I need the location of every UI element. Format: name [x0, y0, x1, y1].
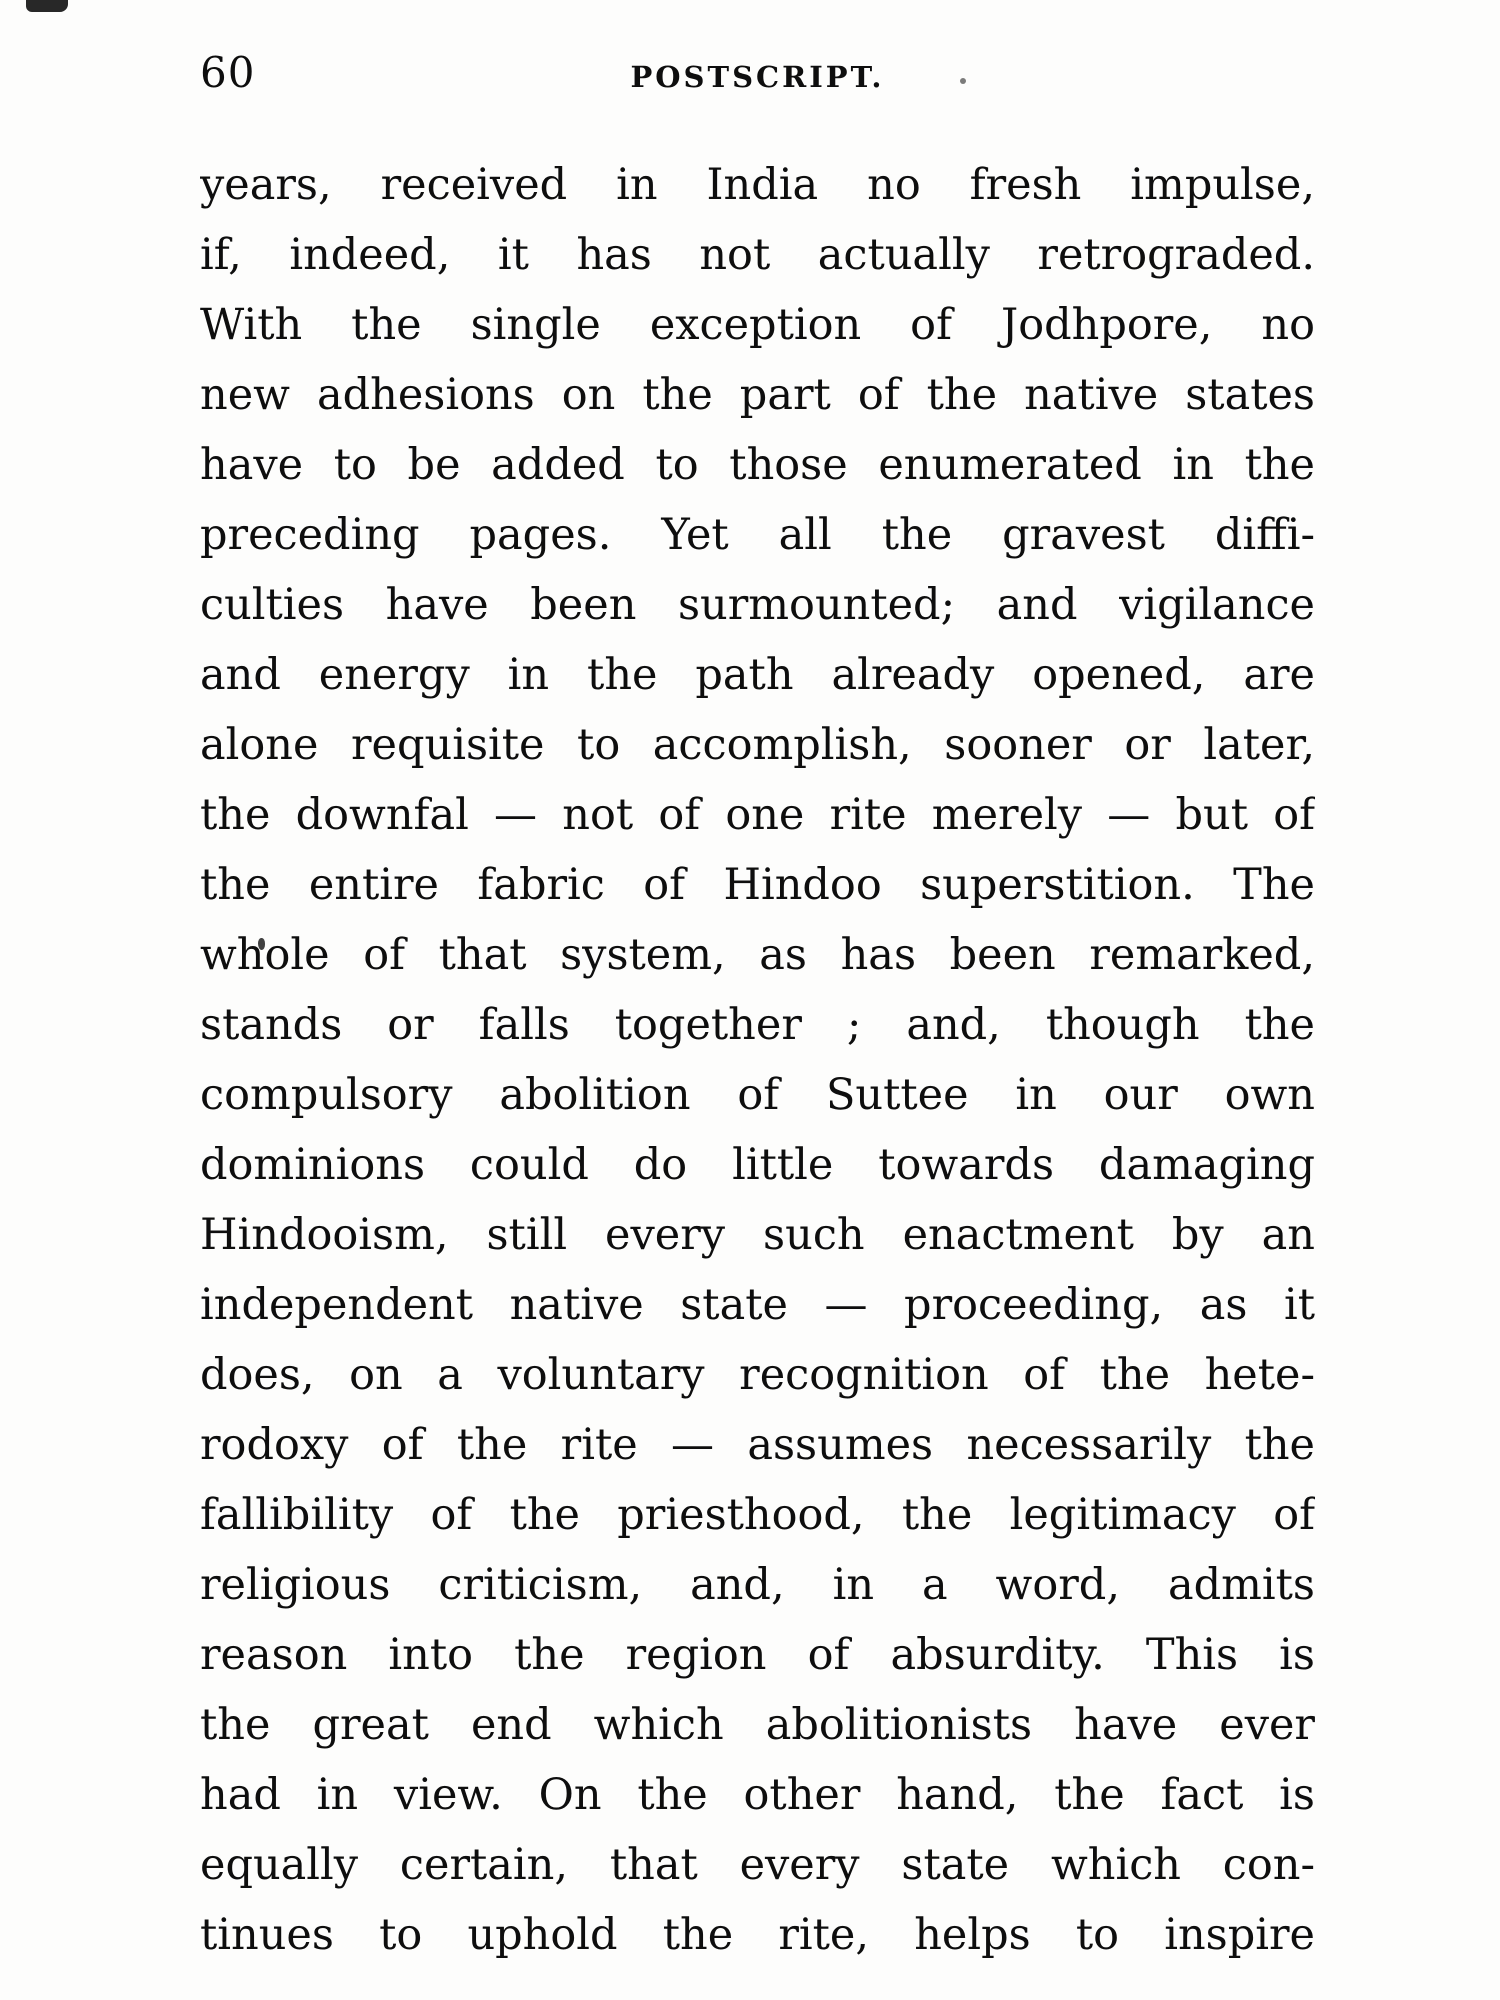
- page-number: 60: [200, 48, 256, 97]
- text-line: stands or falls together ; and, though the: [200, 1000, 1315, 1050]
- text-line: culties have been surmounted; and vigilance: [200, 580, 1315, 630]
- text-line: years, received in India no fresh impulse,: [200, 160, 1315, 210]
- scan-artifact-corner: [26, 0, 68, 12]
- text-line: preceding pages. Yet all the gravest diffi-: [200, 510, 1315, 560]
- text-line: the great end which abolitionists have ever: [200, 1700, 1315, 1750]
- text-line: whole of that system, as has been remarked,: [200, 930, 1315, 980]
- text-line: rodoxy of the rite — assumes necessarily the: [200, 1420, 1315, 1470]
- text-line: does, on a voluntary recognition of the hete-: [200, 1350, 1315, 1400]
- text-line: religious criticism, and, in a word, admits: [200, 1560, 1315, 1610]
- running-header: POSTSCRIPT.: [630, 60, 885, 94]
- text-line: reason into the region of absurdity. This is: [200, 1630, 1315, 1680]
- text-line: equally certain, that every state which con-: [200, 1840, 1315, 1890]
- text-line: alone requisite to accomplish, sooner or later,: [200, 720, 1315, 770]
- text-line: have to be added to those enumerated in the: [200, 440, 1315, 490]
- text-line: had in view. On the other hand, the fact is: [200, 1770, 1315, 1820]
- text-line: if, indeed, it has not actually retrograded.: [200, 230, 1315, 280]
- text-line: fallibility of the priesthood, the legitimacy of: [200, 1490, 1315, 1540]
- text-line: and energy in the path already opened, are: [200, 650, 1315, 700]
- text-line: tinues to uphold the rite, helps to inspire: [200, 1910, 1315, 1960]
- text-line: dominions could do little towards damaging: [200, 1140, 1315, 1190]
- text-line: the entire fabric of Hindoo superstition. The: [200, 860, 1315, 910]
- text-line: With the single exception of Jodhpore, no: [200, 300, 1315, 350]
- text-line: new adhesions on the part of the native states: [200, 370, 1315, 420]
- text-line: the downfal — not of one rite merely — but of: [200, 790, 1315, 840]
- text-line: independent native state — proceeding, as it: [200, 1280, 1315, 1330]
- text-line: Hindooism, still every such enactment by an: [200, 1210, 1315, 1260]
- body-text: [200, 150, 1315, 1970]
- text-line: compulsory abolition of Suttee in our own: [200, 1070, 1315, 1120]
